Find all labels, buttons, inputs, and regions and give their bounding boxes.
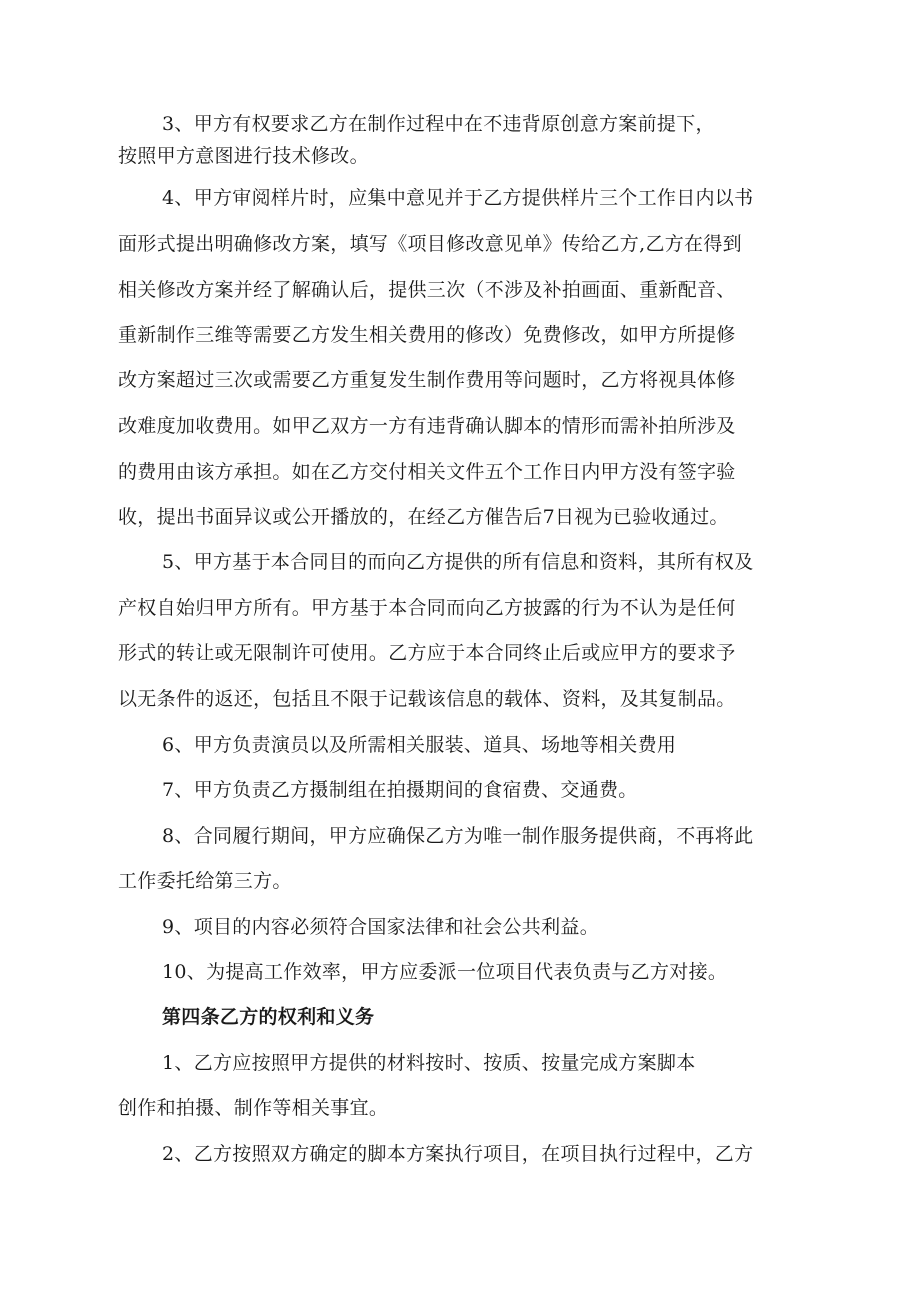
text-line: 1、乙方应按照甲方提供的材料按时、按质、按量完成方案脚本: [162, 1052, 696, 1074]
text-line: 改难度加收费用。如甲乙双方一方有违背确认脚本的情形而需补拍所涉及: [118, 415, 736, 437]
text-line: 重新制作三维等需要乙方发生相关费用的修改）免费修改，如甲方所提修: [118, 324, 736, 346]
text-line: 2、乙方按照双方确定的脚本方案执行项目，在项目执行过程中，乙方: [162, 1143, 754, 1165]
text-line: 7、甲方负责乙方摄制组在拍摄期间的食宿费、交通费。: [162, 779, 638, 801]
text-line: 9、项目的内容必须符合国家法律和社会公共利益。: [162, 916, 599, 938]
text-line: 按照甲方意图进行技术修改。: [118, 145, 369, 167]
text-line: 3、甲方有权要求乙方在制作过程中在不违背原创意方案前提下，: [162, 113, 715, 135]
text-line: 相关修改方案并经了解确认后，提供三次（不涉及补拍画面、重新配音、: [118, 279, 736, 301]
text-line: 工作委托给第三方。: [118, 870, 292, 892]
text-line: 创作和拍摄、制作等相关事宜。: [118, 1097, 389, 1119]
text-line: 10、为提高工作效率，甲方应委派一位项目代表负责与乙方对接。: [162, 961, 728, 983]
text-line: 以无条件的返还，包括且不限于记载该信息的载体、资料，及其复制品。: [118, 688, 736, 710]
text-line: 收，提出书面异议或公开播放的，在经乙方催告后7日视为已验收通过。: [118, 506, 729, 528]
text-line: 产权自始归甲方所有。甲方基于本合同而向乙方披露的行为不认为是任何: [118, 597, 736, 619]
text-line: 8、合同履行期间，甲方应确保乙方为唯一制作服务提供商，不再将此: [162, 825, 754, 847]
text-line: 6、甲方负责演员以及所需相关服装、道具、场地等相关费用: [162, 734, 677, 756]
text-line: 面形式提出明确修改方案，填写《项目修改意见单》传给乙方,乙方在得到: [118, 233, 742, 255]
text-line: 的费用由该方承担。如在乙方交付相关文件五个工作日内甲方没有签字验: [118, 461, 736, 483]
text-line: 5、甲方基于本合同目的而向乙方提供的所有信息和资料，其所有权及: [162, 551, 754, 573]
text-line: 形式的转让或无限制许可使用。乙方应于本合同终止后或应甲方的要求予: [118, 642, 736, 664]
section-heading: 第四条乙方的权利和义务: [162, 1006, 375, 1028]
text-line: 4、甲方审阅样片时，应集中意见并于乙方提供样片三个工作日内以书: [162, 187, 754, 209]
text-line: 改方案超过三次或需要乙方重复发生制作费用等问题时，乙方将视具体修: [118, 369, 736, 391]
